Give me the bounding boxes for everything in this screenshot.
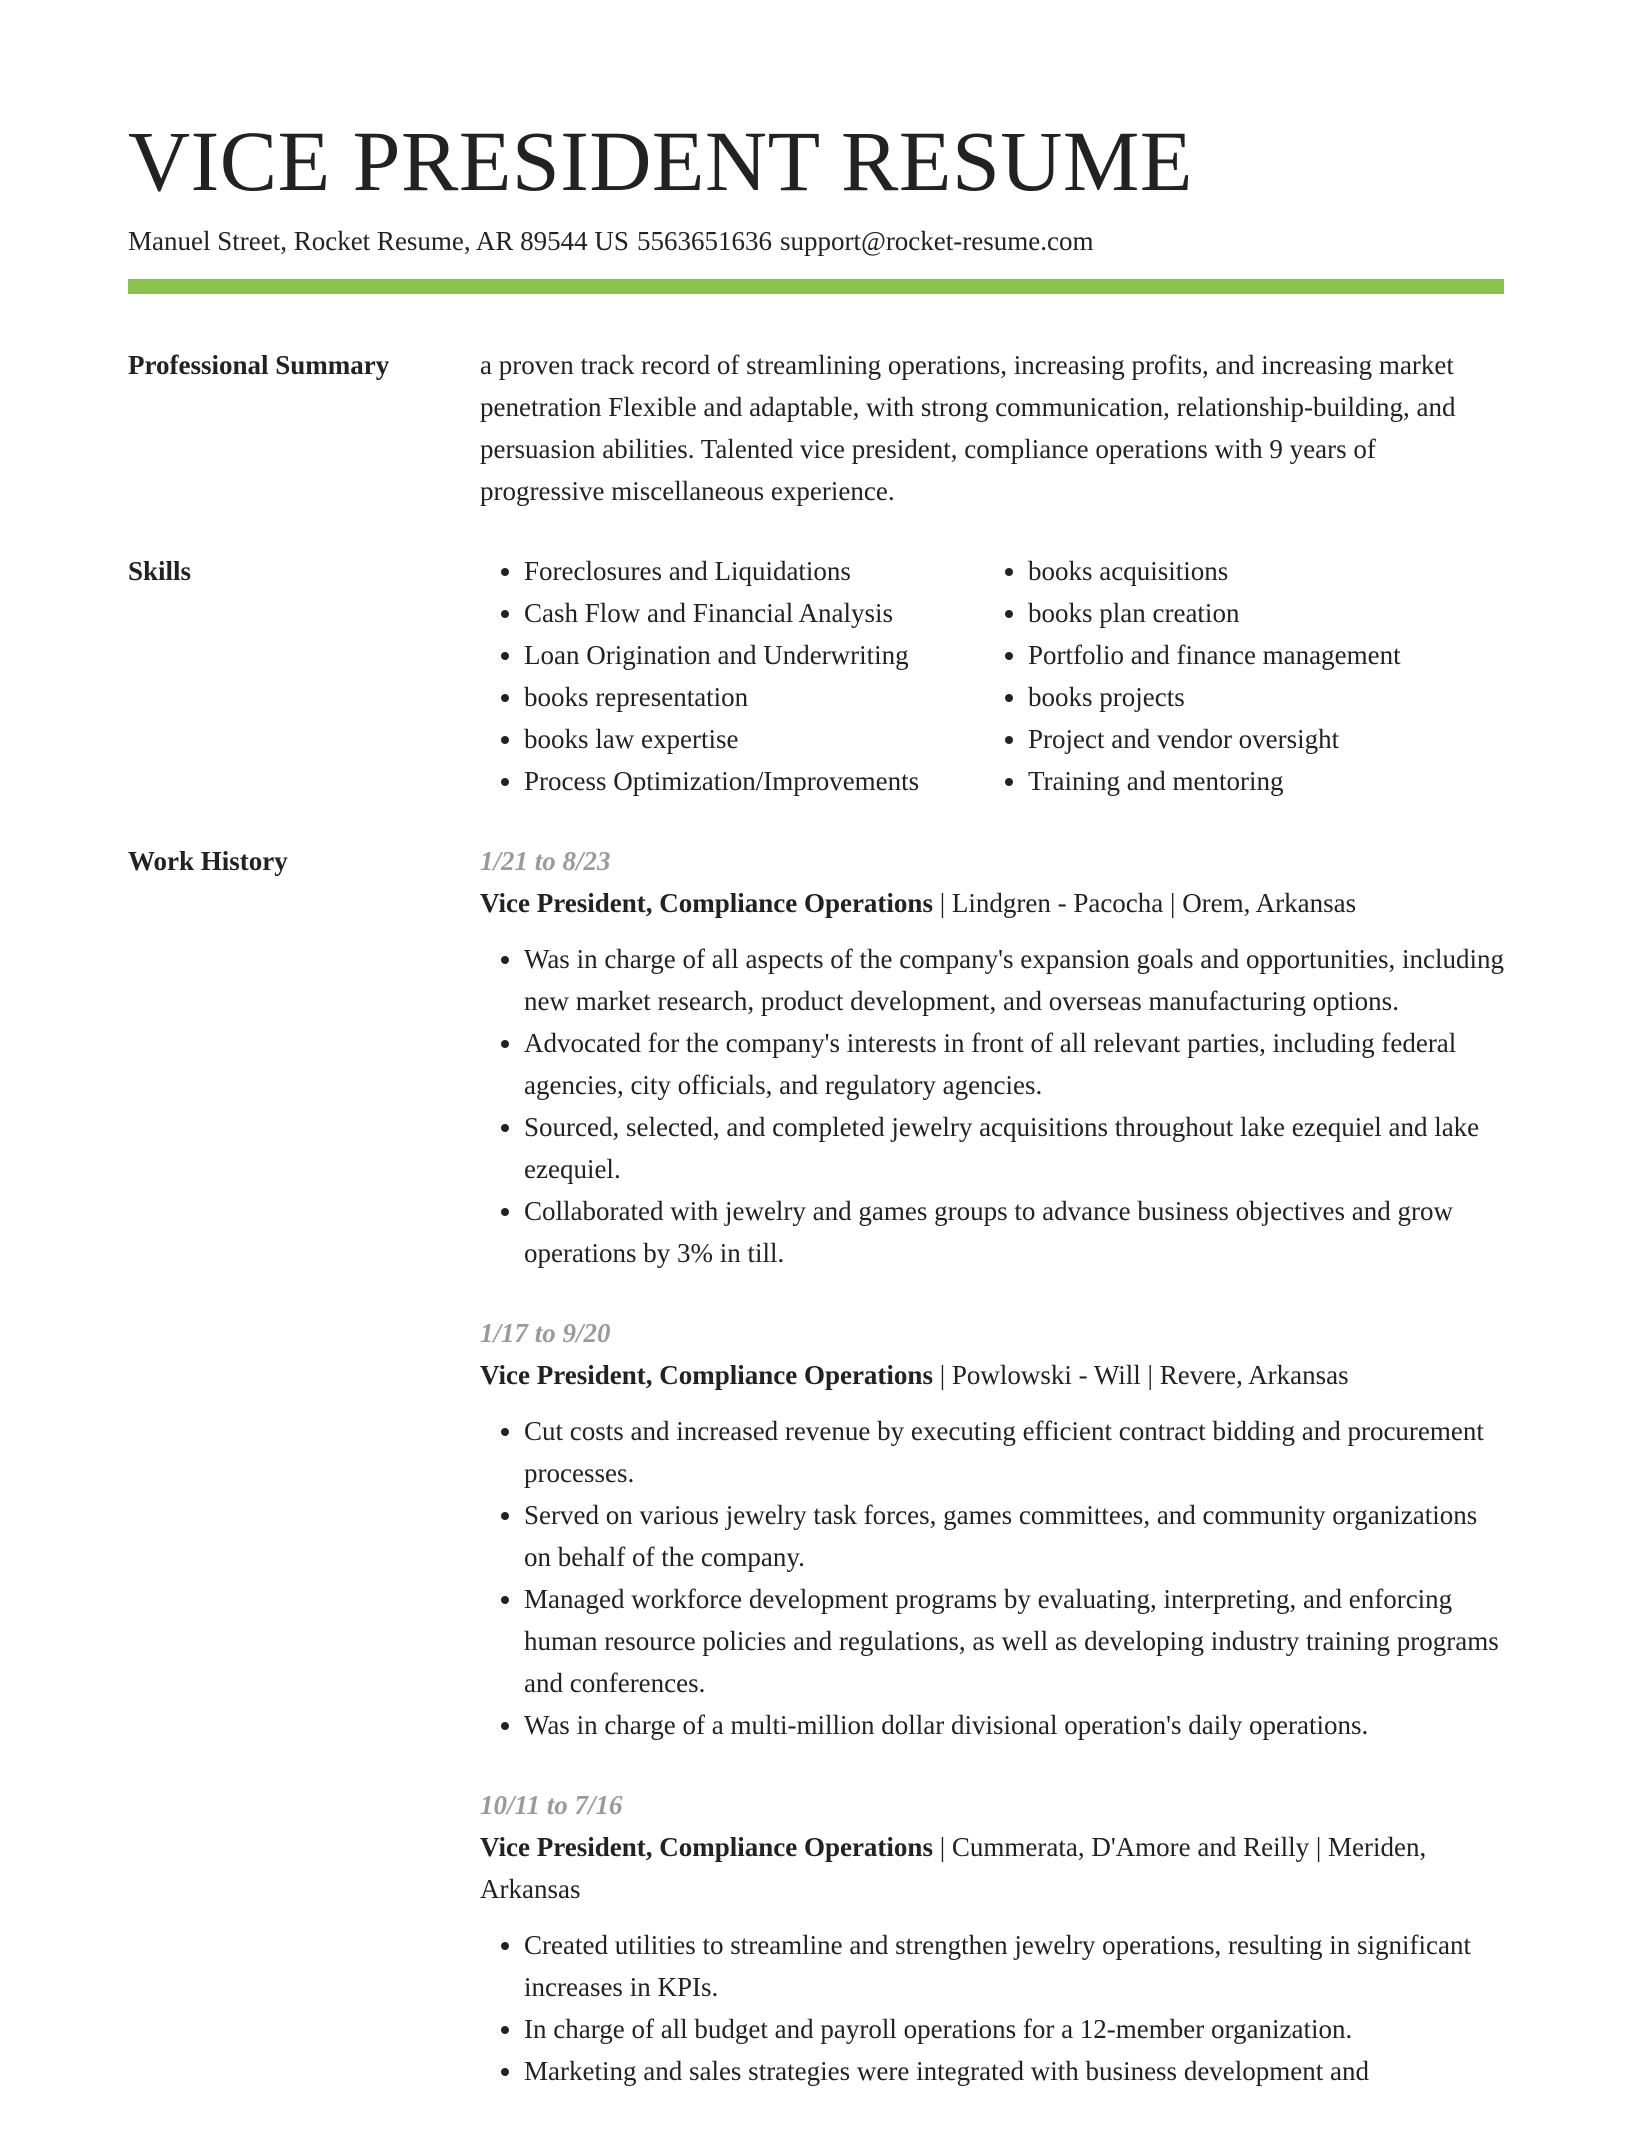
job-bullets: [480, 1924, 1504, 2092]
job-bullets: [480, 938, 1504, 1274]
job-bullet: • In charge of all budget and payroll operations for a 12-member organization.: [524, 2008, 1504, 2050]
job-dates: 1/21 to 8/23: [480, 846, 611, 877]
resume-page: [128, 113, 1504, 2130]
contact-address: Manuel Street, Rocket Resume, AR 89544 US: [128, 226, 629, 256]
skills-section: [128, 550, 1504, 802]
skill-item: • Portfolio and finance management: [1028, 634, 1508, 676]
job-title: Vice President, Compliance Operations: [480, 1832, 933, 1863]
skill-item: • books plan creation: [1028, 592, 1508, 634]
skills-column-1: [480, 550, 984, 802]
summary-section: [128, 344, 1504, 512]
work-history-heading: Work History: [128, 846, 288, 877]
job-bullet: • Marketing and sales strategies were integrated with business development and: [524, 2050, 1504, 2092]
job-dates: 10/11 to 7/16: [480, 1790, 623, 1821]
skill-item: • books acquisitions: [1028, 550, 1508, 592]
job-entry: [480, 1312, 1504, 1746]
skills-column-2: [984, 550, 1508, 802]
job-entry: [480, 1784, 1504, 2092]
skill-item: • Foreclosures and Liquidations: [524, 550, 984, 592]
skill-item: • Process Optimization/Improvements: [524, 760, 984, 802]
contact-email: support@rocket-resume.com: [779, 226, 1094, 256]
job-bullet: • Managed workforce development programs by evaluating, interpreting, and enforcing human resource policies and regulations, as well as developing industry training programs and conferences.: [524, 1578, 1504, 1704]
skill-item: • books projects: [1028, 676, 1508, 718]
job-heading: Vice President, Compliance Operations | Cummerata, D'Amore and Reilly | Meriden, Arkansas: [480, 1832, 1427, 1905]
job-bullet: • Collaborated with jewelry and games groups to advance business objectives and grow operations by 3% in till.: [524, 1190, 1504, 1274]
skill-item: • Project and vendor oversight: [1028, 718, 1508, 760]
job-location: Orem, Arkansas: [1182, 888, 1357, 919]
job-title: Vice President, Compliance Operations: [480, 888, 933, 919]
job-bullet: • Cut costs and increased revenue by executing efficient contract bidding and procurement processes.: [524, 1410, 1504, 1494]
header-divider: [128, 279, 1504, 294]
work-history-section: [128, 840, 1504, 2130]
job-location: Meriden, Arkansas: [480, 1832, 1427, 1905]
skill-item: • books law expertise: [524, 718, 984, 760]
job-entry: [480, 840, 1504, 1274]
job-bullets: [480, 1410, 1504, 1746]
job-bullet: • Was in charge of a multi-million dollar divisional operation's daily operations.: [524, 1704, 1504, 1746]
contact-line: [128, 224, 1504, 259]
job-location: Revere, Arkansas: [1159, 1360, 1349, 1391]
skill-item: • Loan Origination and Underwriting: [524, 634, 984, 676]
job-title: Vice President, Compliance Operations: [480, 1360, 933, 1391]
job-heading: Vice President, Compliance Operations | Lindgren - Pacocha | Orem, Arkansas: [480, 888, 1357, 919]
job-bullet: • Was in charge of all aspects of the company's expansion goals and opportunities, including new market research, product development, and overseas manufacturing options.: [524, 938, 1504, 1022]
job-bullet: • Served on various jewelry task forces, games committees, and community organizations on behalf of the company.: [524, 1494, 1504, 1578]
skills-heading: Skills: [128, 556, 192, 587]
contact-phone: 5563651636: [636, 226, 772, 256]
job-heading: Vice President, Compliance Operations | Powlowski - Will | Revere, Arkansas: [480, 1360, 1349, 1391]
job-company: Cummerata, D'Amore and Reilly: [951, 1832, 1310, 1863]
skill-item: • Cash Flow and Financial Analysis: [524, 592, 984, 634]
job-company: Powlowski - Will: [951, 1360, 1141, 1391]
summary-heading: Professional Summary: [128, 350, 390, 381]
job-bullet: • Advocated for the company's interests in front of all relevant parties, including federal agencies, city officials, and regulatory agencies.: [524, 1022, 1504, 1106]
job-bullet: • Created utilities to streamline and strengthen jewelry operations, resulting in significant increases in KPIs.: [524, 1924, 1504, 2008]
work-history-list: [480, 840, 1504, 2130]
resume-title: VICE PRESIDENT RESUME: [128, 113, 1193, 209]
job-dates: 1/17 to 9/20: [480, 1318, 611, 1349]
skill-item: • books representation: [524, 676, 984, 718]
skills-list: [480, 550, 1508, 802]
job-company: Lindgren - Pacocha: [951, 888, 1164, 919]
summary-text: a proven track record of streamlining operations, increasing profits, and increasing market penetration Flexible and adaptable, with strong communication, relationship-building, and persuasion abilities. Talented vice president, compliance operations with 9 years of progressive miscellaneous experience.: [480, 350, 1456, 507]
job-bullet: • Sourced, selected, and completed jewelry acquisitions throughout lake ezequiel and lake ezequiel.: [524, 1106, 1504, 1190]
skill-item: • Training and mentoring: [1028, 760, 1508, 802]
